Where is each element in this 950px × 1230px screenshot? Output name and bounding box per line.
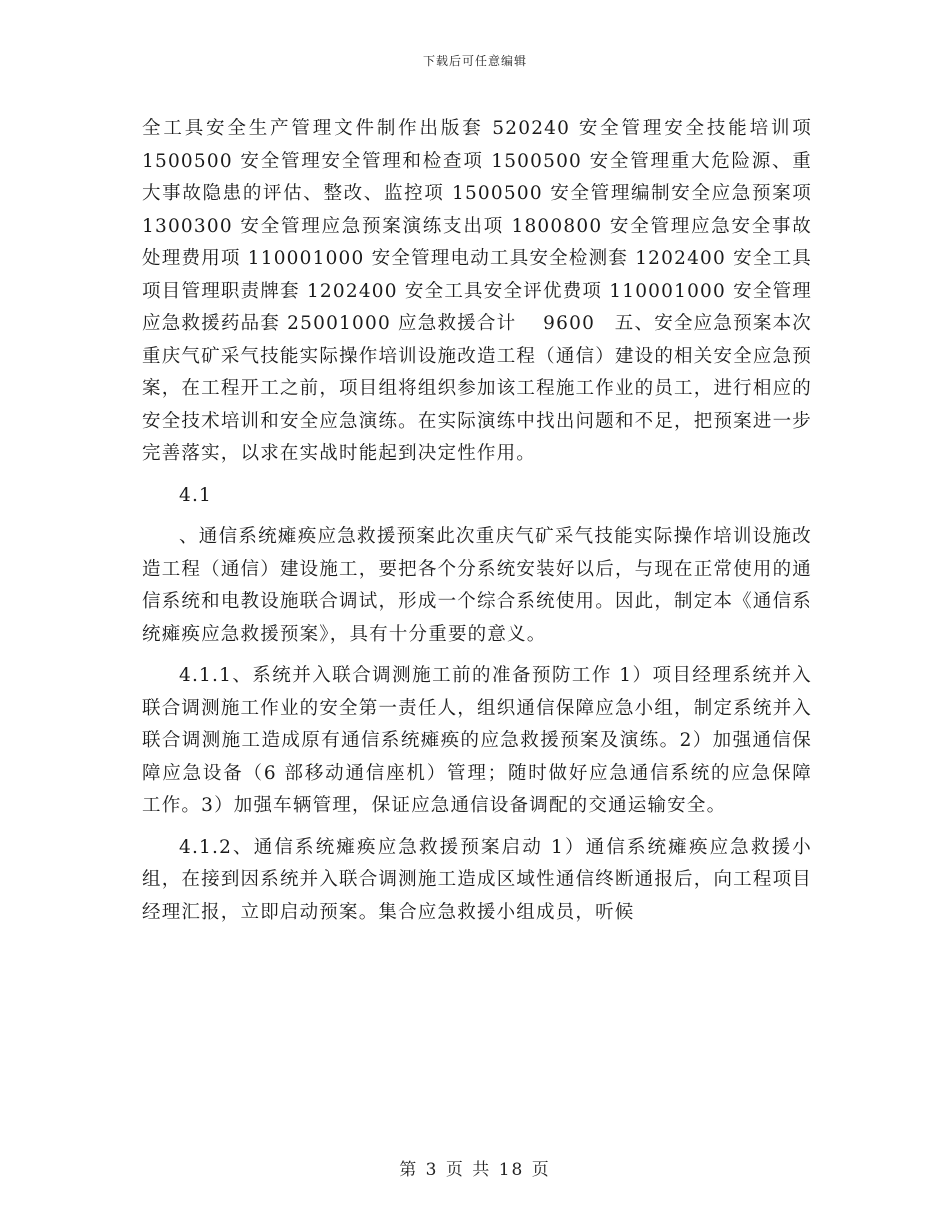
page-header: 下载后可任意编辑 (422, 54, 527, 68)
paragraph-4-1-1-preparation: 4.1.1、系统并入联合调测施工前的准备预防工作 1）项目经理系统并入联合调测施工作业的安全第一责任人，组织通信保障应急小组，制定系统并入联合调测施工造成原有通信系统瘫痪的应急救援预案及演练。2）加强通信保障应急设备（6 部移动通信座机）管理；随时做好应急通信系统的应急保障工作。3）加强车辆管理，保证应急通信设备调配的交通运输安全。 (142, 665, 812, 816)
paragraph-budget-and-plan-intro: 全工具安全生产管理文件制作出版套 520240 安全管理安全技能培训项 1500500 安全管理安全管理和检查项 1500500 安全管理重大危险源、重大事故隐患的评估、整改、监控项 1500500 安全管理编制安全应急预案项 1300300 安全管理应急预案演练支出项 1800800 安全管理应急安全事故处理费用项 110001000 安全管理电动工具安全检测套 1202400 安全工具项目管理职责牌套 1202400 安全工具安全评优费项 110001000 安全管理应急救援药品套 25001000 应急救援合计 9600 五、安全应急预案本次重庆气矿采气技能实际操作培训设施改造工程（通信）建设的相关安全应急预案，在工程开工之前，项目组将组织参加该工程施工作业的员工，进行相应的安全技术培训和安全应急演练。在实际演练中找出问题和不足，把预案进一步完善落实，以求在实战时能起到决定性作用。 (142, 118, 812, 464)
paragraph-4-1-2-plan-activation: 4.1.2、通信系统瘫痪应急救援预案启动 1）通信系统瘫痪应急救援小组，在接到因系统并入联合调测施工造成区域性通信终断通报后，向工程项目经理汇报，立即启动预案。集合应急救援小组成员，听候 (142, 836, 812, 923)
page-footer: 第 3 页 共 18 页 (399, 1160, 551, 1180)
section-number-4-1: 4.1 (179, 484, 213, 506)
document-body (142, 113, 812, 938)
paragraph-comm-failure-plan: 、通信系统瘫痪应急救援预案此次重庆气矿采气技能实际操作培训设施改造工程（通信）建设施工，要把各个分系统安装好以后，与现在正常使用的通信系统和电教设施联合调试，形成一个综合系统使用。因此，制定本《通信系统瘫痪应急救援预案》，具有十分重要的意义。 (142, 526, 812, 645)
